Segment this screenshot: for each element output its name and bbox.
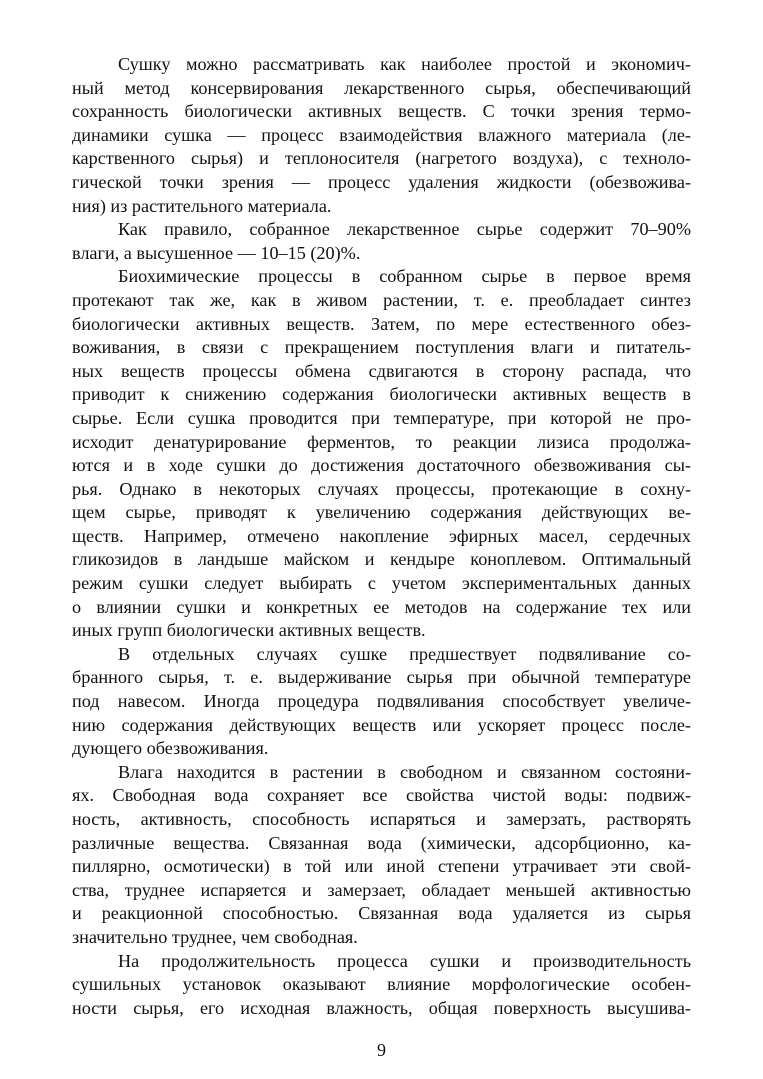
text-line: различные вещества. Связанная вода (химически, адсорбционно, ка- (72, 832, 691, 853)
text-line: сохранность биологически активных веществ. С точки зрения термо- (72, 101, 691, 122)
text-line: ный метод консервирования лекарственного сырья, обеспечивающий (72, 77, 691, 98)
paragraph (72, 950, 691, 1021)
text-line: Влага находится в растении в свободном и связанном состояни- (118, 761, 691, 782)
text-line: пиллярно, осмотически) в той или иной степени утрачивает эти свой- (72, 856, 691, 877)
text-line: воживания, в связи с прекращением поступления влаги и питатель- (72, 337, 691, 358)
text-line: значительно труднее, чем свободная. (72, 926, 358, 947)
text-line: гликозидов в ландыше майском и кендыре коноплевом. Оптимальный (72, 549, 691, 570)
text-line: биологически активных веществ. Затем, по мере естественного обез- (72, 313, 691, 334)
text-line: ния) из растительного материала. (72, 195, 332, 216)
paragraph (72, 53, 691, 218)
text-line: щем сырье, приводят к увеличению содержания действующих ве- (72, 502, 691, 523)
text-line: ях. Свободная вода сохраняет все свойства чистой воды: подвиж- (72, 785, 691, 806)
page-body (72, 53, 691, 1020)
text-line: ных веществ процессы обмена сдвигаются в сторону распада, что (72, 360, 691, 381)
text-line: гической точки зрения — процесс удаления жидкости (обезвожива- (72, 171, 691, 192)
text-line: бранного сырья, т. е. выдерживание сырья при обычной температуре (72, 667, 691, 688)
paragraph (72, 643, 691, 761)
text-line: сырье. Если сушка проводится при температуре, при которой не про- (72, 407, 691, 428)
text-line: сушильных установок оказывают влияние морфологические особен- (72, 974, 691, 995)
text-line: ются и в ходе сушки до достижения достаточного обезвоживания сы- (72, 455, 691, 476)
text-line: ществ. Например, отмечено накопление эфирных масел, сердечных (72, 525, 691, 546)
paragraph (72, 218, 691, 265)
text-line: ства, труднее испаряется и замерзает, обладает меньшей активностью (72, 879, 691, 900)
text-line: Сушку можно рассматривать как наиболее простой и экономич- (118, 54, 691, 74)
text-line: В отдельных случаях сушке предшествует подвяливание со- (118, 643, 691, 664)
text-line: протекают так же, как в живом растении, т. е. преобладает синтез (72, 289, 691, 310)
text-line: ности сырья, его исходная влажность, общая поверхность высушива- (72, 997, 691, 1018)
text-line: исходит денатурирование ферментов, то реакции лизиса продолжа- (72, 431, 691, 452)
paragraph (72, 761, 691, 950)
text-line: динамики сушка — процесс взаимодействия влажного материала (ле- (72, 124, 691, 145)
text-line: о влиянии сушки и конкретных ее методов на содержание тех или (72, 596, 691, 617)
text-line: ность, активность, способность испаряться и замерзать, растворять (72, 809, 691, 829)
text-line: приводит к снижению содержания биологически активных веществ в (72, 384, 691, 405)
text-line: под навесом. Иногда процедура подвяливания способствует увеличе- (72, 691, 691, 712)
text-line: влаги, а высушенное — 10–15 (20)%. (72, 242, 361, 263)
text-line: дующего обезвоживания. (72, 738, 269, 759)
page-number: 9 (377, 1040, 386, 1060)
text-line: и реакционной способностью. Связанная вода удаляется из сырья (72, 903, 691, 924)
text-line: нию содержания действующих веществ или ускоряет процесс после- (72, 714, 691, 735)
text-line: Биохимические процессы в собранном сырье в первое время (118, 266, 691, 287)
text-container (72, 53, 691, 1020)
text-line: режим сушки следует выбирать с учетом экспериментальных данных (72, 573, 691, 594)
text-line: карственного сырья) и теплоносителя (нагретого воздуха), с техноло- (72, 148, 691, 169)
text-line: На продолжительность процесса сушки и производительность (118, 950, 691, 971)
paragraph (72, 265, 691, 643)
text-line: Как правило, собранное лекарственное сырье содержит 70–90% (118, 219, 691, 240)
text-line: рья. Однако в некоторых случаях процессы, протекающие в сохну- (72, 478, 691, 499)
text-line: иных групп биологически активных веществ. (72, 620, 426, 641)
